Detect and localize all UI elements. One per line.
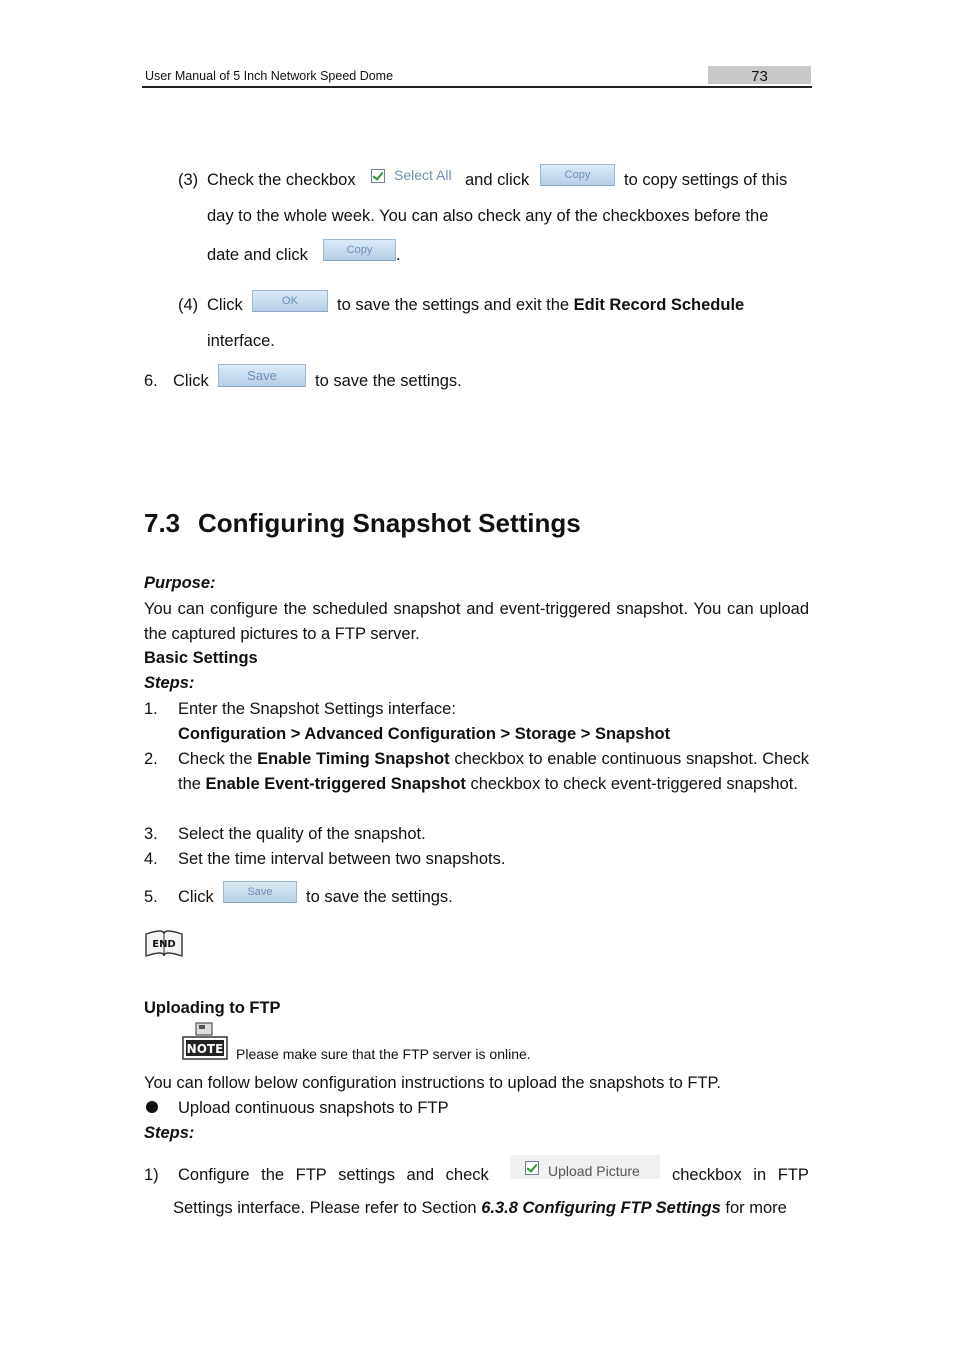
ok-button[interactable]: OK (252, 290, 328, 312)
note-text: Please make sure that the FTP server is online. (236, 1046, 531, 1062)
note-icon (182, 1022, 228, 1060)
step-6-text-b: to save the settings. (315, 372, 462, 390)
step-5-text-a: Click (178, 888, 214, 906)
copy-button-2[interactable]: Copy (323, 239, 396, 261)
list-item (144, 847, 809, 872)
ftp-step-1-text-b: checkbox in FTP (672, 1166, 809, 1184)
ftp-intro: You can follow below configuration instructions to upload the snapshots to FTP. (144, 1074, 721, 1092)
ftp-step-1-line-2: Settings interface. Please refer to Section 6.3.8 Configuring FTP Settings for more (173, 1199, 787, 1217)
list-item (144, 697, 809, 747)
step-1-number: 1. (144, 700, 158, 718)
step-4-line-2: interface. (207, 332, 275, 350)
step-3-text-b: and click (465, 171, 530, 189)
purpose-text: You can configure the scheduled snapshot and event-triggered snapshot. You can upload the captured pictures to a FTP server. (144, 600, 809, 643)
step-1-path: Configuration > Advanced Configuration > Storage > Snapshot (178, 725, 671, 743)
list-item (144, 747, 809, 797)
step-3-text-a: Check the checkbox (207, 171, 356, 189)
select-all-label: Select All (394, 167, 452, 183)
svg-text:NOTE: NOTE (186, 1042, 224, 1056)
step-3-line-2: day to the whole week. You can also check any of the checkboxes before the (207, 207, 769, 225)
header-rule (142, 86, 812, 88)
edit-record-schedule-label: Edit Record Schedule (573, 296, 745, 314)
step-3-number: (3) (178, 171, 199, 189)
ftp-steps-label: Steps: (144, 1124, 195, 1142)
section-heading (144, 508, 581, 539)
purpose-label: Purpose: (144, 574, 216, 592)
step-4-number: 4. (144, 850, 158, 868)
copy-button[interactable]: Copy (540, 164, 615, 186)
page-number: 73 (708, 66, 811, 84)
step-3-number: 3. (144, 825, 158, 843)
section-number: 7.3 (144, 508, 181, 538)
step-3-text: Select the quality of the snapshot. (178, 825, 426, 843)
step-6-text-a: Click (173, 372, 209, 390)
section-title: Configuring Snapshot Settings (198, 508, 581, 538)
header-title: User Manual of 5 Inch Network Speed Dome (145, 69, 394, 83)
step-1-text: Enter the Snapshot Settings interface: (178, 700, 456, 718)
step-3-period: . (396, 246, 401, 264)
select-all-checkbox[interactable] (371, 169, 385, 183)
save-button[interactable]: Save (218, 364, 306, 387)
step-4-text: Set the time interval between two snapshots. (178, 850, 506, 868)
upload-picture-checkbox[interactable] (525, 1161, 539, 1175)
ftp-heading: Uploading to FTP (144, 999, 281, 1017)
upload-picture-label: Upload Picture (548, 1163, 640, 1179)
step-6-number: 6. (144, 372, 158, 390)
bullet-icon (146, 1101, 158, 1113)
step-3-text-c: to copy settings of this (624, 171, 788, 189)
step-5-number: 5. (144, 888, 158, 906)
step-4-text-a: Click (207, 296, 243, 314)
list-item (144, 822, 809, 847)
basic-settings-heading: Basic Settings (144, 649, 258, 667)
step-2-text: Check the Enable Timing Snapshot checkbox to enable continuous snapshot. Check the Enable Event-triggered Snapshot checkbox to check event-triggered snapshot. (178, 750, 810, 793)
end-icon (144, 928, 184, 960)
step-3-line-3: date and click (207, 246, 308, 264)
ftp-step-1-number: 1) (144, 1166, 159, 1184)
steps-label: Steps: (144, 674, 195, 692)
step-2-number: 2. (144, 750, 158, 768)
svg-text:END: END (152, 939, 176, 950)
step-5-text-b: to save the settings. (306, 888, 453, 906)
save-button-2[interactable]: Save (223, 881, 297, 903)
step-4-number: (4) (178, 296, 199, 314)
step-4-text-b: to save the settings and exit the Edit Record Schedule (337, 296, 745, 314)
bullet-text: Upload continuous snapshots to FTP (178, 1099, 449, 1117)
ftp-step-1-text-a: Configure the FTP settings and check (178, 1166, 489, 1184)
